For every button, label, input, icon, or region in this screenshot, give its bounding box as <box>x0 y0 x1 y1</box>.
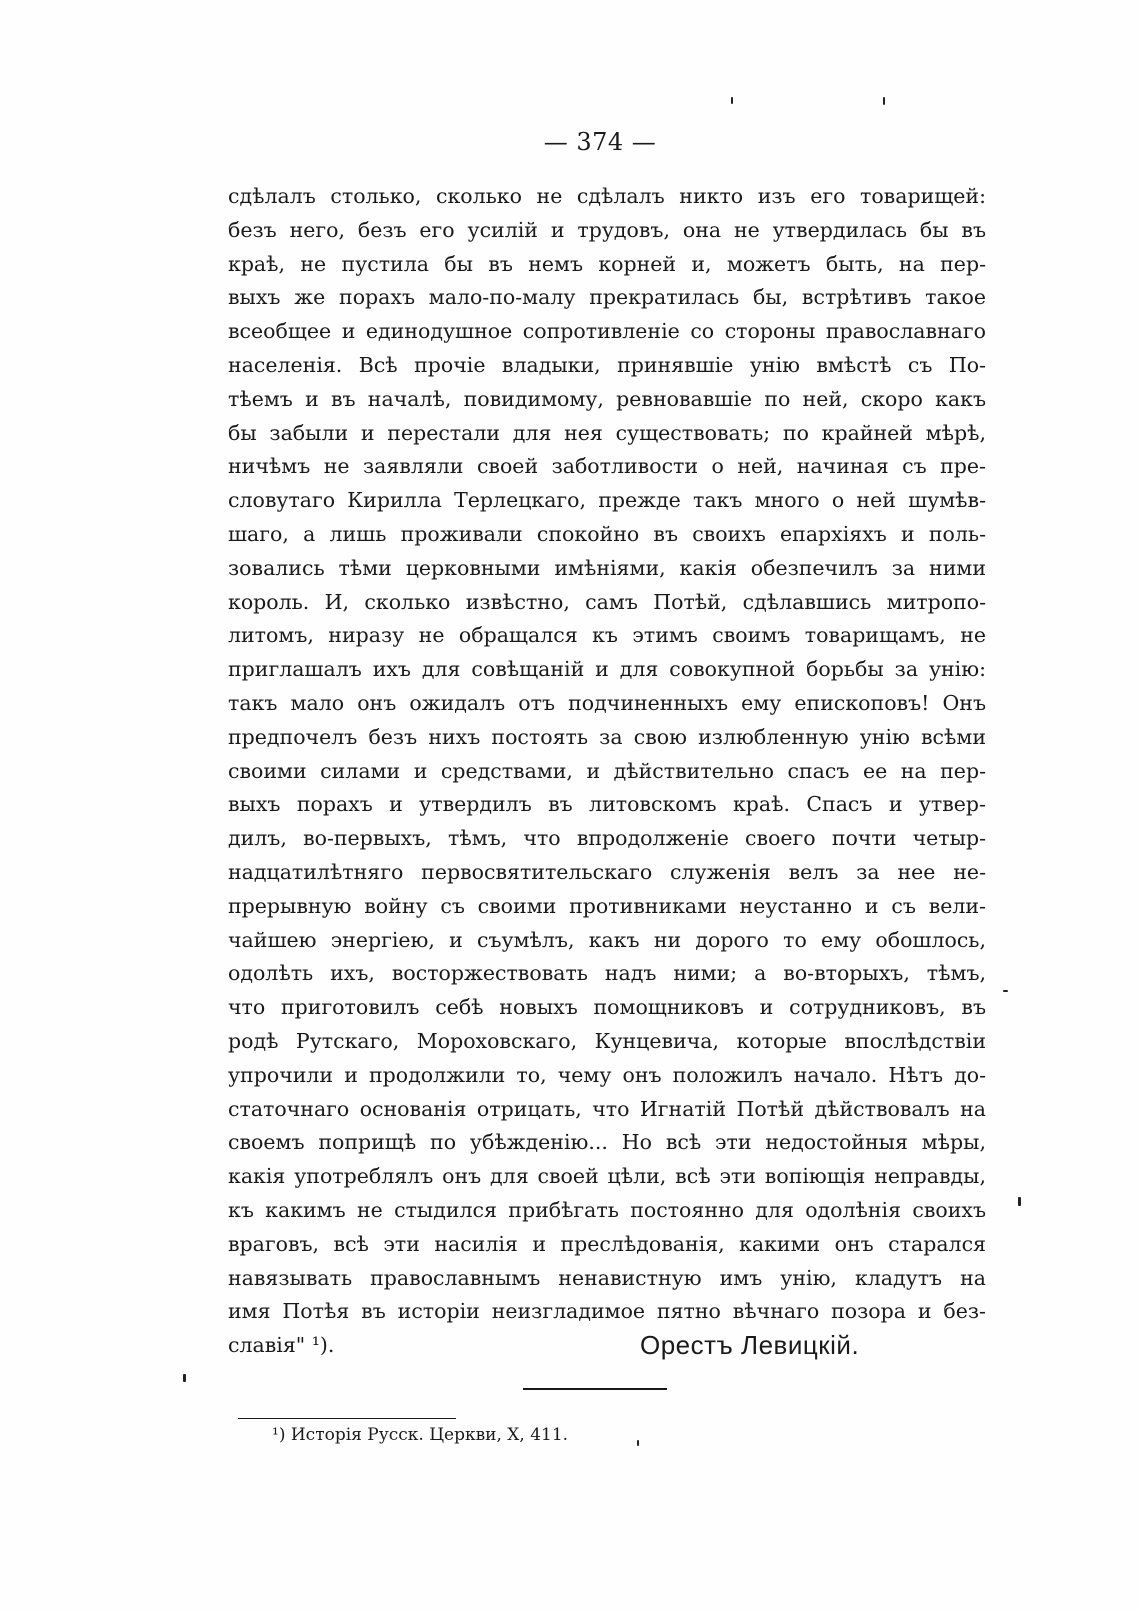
page-number: — 374 — <box>543 128 657 156</box>
footnote-text: Исторія Русск. Церкви, X, 411. <box>290 1425 569 1445</box>
text-line: одолѣть ихъ, восторжествовать надъ ними; а во-вторыхъ, тѣмъ, <box>228 961 986 986</box>
text-line: безъ него, безъ его усилій и трудовъ, она не утвердилась бы въ <box>228 217 986 242</box>
text-line: выхъ же порахъ мало-по-малу прекратилась бы, встрѣтивъ такое <box>228 285 986 310</box>
text-line: приглашалъ ихъ для совѣщаній и для совокупной борьбы за унію: <box>228 657 986 682</box>
footnote <box>272 1425 568 1445</box>
scan-speck <box>1003 990 1008 992</box>
scan-speck <box>183 1374 186 1382</box>
text-line: шаго, а лишь проживали спокойно въ своихъ епархіяхъ и поль- <box>228 521 986 546</box>
text-line: прерывную войну съ своими противниками неустанно и съ вели- <box>228 893 986 918</box>
section-divider <box>523 1388 667 1390</box>
text-line: родѣ Рутскаго, Мороховскаго, Кунцевича, которые впослѣдствіи <box>228 1028 986 1053</box>
scan-speck <box>731 97 733 104</box>
text-line: статочнаго основанія отрицать, что Игнатій Потѣй дѣйствовалъ на <box>228 1096 986 1121</box>
scan-speck <box>1018 1197 1021 1206</box>
text-line: тѣемъ и въ началѣ, повидимому, ревновавшіе по ней, скоро какъ <box>228 386 986 411</box>
author-signature: Орестъ Левицкій. <box>640 1330 860 1360</box>
text-line: бы забыли и перестали для нея существовать; по крайней мѣрѣ, <box>228 420 986 445</box>
text-line: король. И, сколько извѣстно, самъ Потѣй, сдѣлавшись митропо- <box>228 589 986 614</box>
scan-speck <box>883 97 885 105</box>
text-line: какія употреблялъ онъ для своей цѣли, всѣ эти вопіющія неправды, <box>228 1164 986 1189</box>
text-line: краѣ, не пустила бы въ немъ корней и, можетъ быть, на пер- <box>228 251 986 276</box>
text-line: сдѣлалъ столько, сколько не сдѣлалъ никто изъ его товарищей: <box>228 184 986 208</box>
text-line: литомъ, ниразу не обращался къ этимъ своимъ товарищамъ, не <box>228 623 986 648</box>
text-line: населенія. Всѣ прочіе владыки, принявшіе унію вмѣстѣ съ По- <box>228 352 986 377</box>
footnote-rule <box>238 1418 456 1419</box>
text-line: надцатилѣтняго первосвятительскаго служенія велъ за нее не- <box>228 859 986 884</box>
text-line: имя Потѣя въ исторіи неизгладимое пятно вѣчнаго позора и без- <box>228 1299 986 1324</box>
text-line: своемъ поприщѣ по убѣжденію... Но всѣ эти недостойныя мѣры, <box>228 1130 986 1155</box>
text-line: всеобщее и единодушное сопротивленіе со стороны православнагo <box>228 319 986 344</box>
text-line-last: славія" ¹). <box>228 1333 335 1358</box>
scan-speck <box>637 1440 639 1446</box>
text-line: чайшею энергіею, и съумѣлъ, какъ ни дорого то ему обошлось, <box>228 927 986 952</box>
text-line: своими силами и средствами, и дѣйствительно спасъ ее на пер- <box>228 758 986 783</box>
text-line: словутаго Кирилла Терлецкаго, прежде такъ много о ней шумѣв- <box>228 488 986 513</box>
text-line: навязывать православнымъ ненавистную имъ унію, кладутъ на <box>228 1265 986 1290</box>
text-line: враговъ, всѣ эти насилія и преслѣдованія, какими онъ старался <box>228 1231 986 1256</box>
text-line: ничѣмъ не заявляли своей заботливости о ней, начиная съ пре- <box>228 454 986 479</box>
body-text <box>228 180 986 1363</box>
text-line: такъ мало онъ ожидалъ отъ подчиненныхъ ему епископовъ! Онъ <box>228 690 986 715</box>
text-line: къ какимъ не стыдился прибѣгать постоянно для одолѣнія своихъ <box>228 1197 986 1222</box>
text-line: предпочелъ безъ нихъ постоять за свою излюбленную унію всѣми <box>228 724 986 749</box>
footnote-marker: ¹) <box>272 1425 286 1445</box>
text-line: выхъ порахъ и утвердилъ въ литовскомъ краѣ. Спасъ и утвер- <box>228 792 986 817</box>
text-line: дилъ, во-первыхъ, тѣмъ, что впродолженіе своего почти четыр- <box>228 826 986 851</box>
text-line: зовались тѣми церковными имѣніями, какія обезпечилъ за ними <box>228 555 986 580</box>
text-line: что приготовилъ себѣ новыхъ помощниковъ и сотрудниковъ, въ <box>228 995 986 1020</box>
text-line: упрочили и продолжили то, чему онъ положилъ начало. Нѣтъ до- <box>228 1062 986 1087</box>
